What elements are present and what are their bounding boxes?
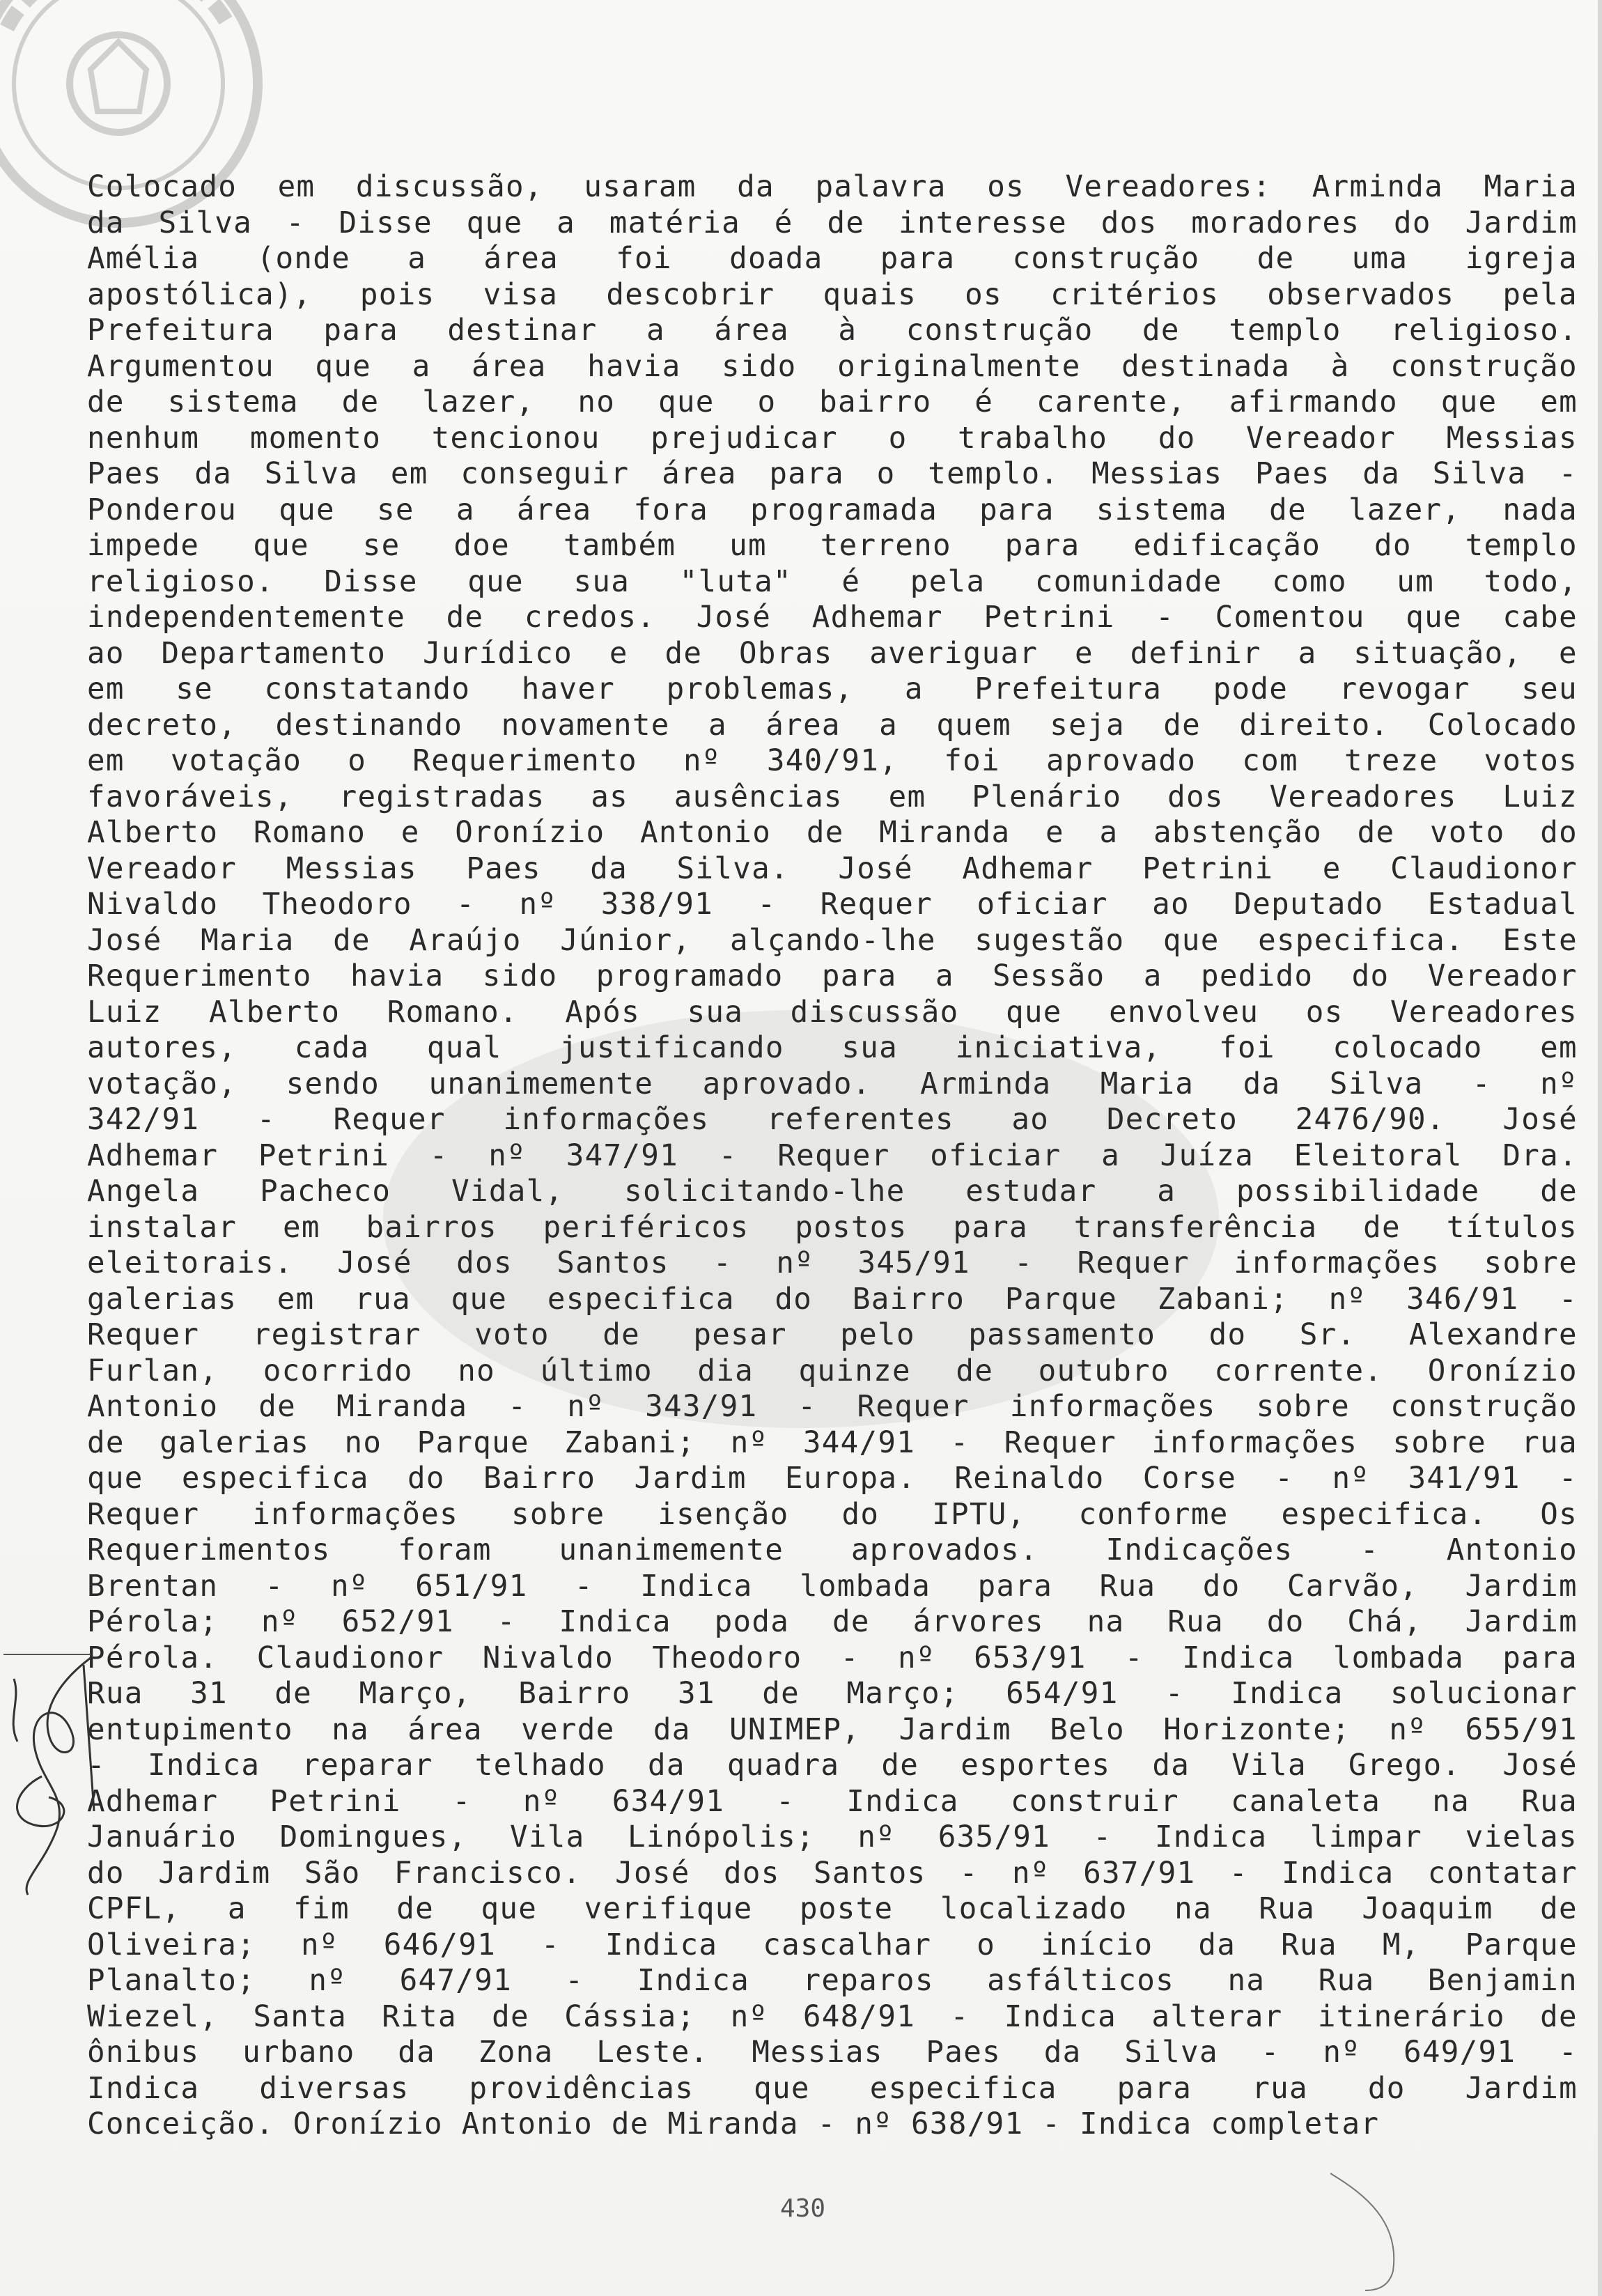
text-line: de sistema de lazer, no que o bairro é carente, afirmando que em xyxy=(87,385,1578,419)
text-line: eleitorais. José dos Santos - nº 345/91 - Requer informações sobre xyxy=(87,1246,1578,1280)
text-line: Colocado em discussão, usaram da palavra os Vereadores: Arminda Maria xyxy=(87,170,1578,204)
text-line: Oliveira; nº 646/91 - Indica cascalhar o início da Rua M, Parque xyxy=(87,1927,1578,1962)
text-line: José Maria de Araújo Júnior, alçando-lhe sugestão que especifica. Este xyxy=(87,923,1578,958)
text-line: Pérola; nº 652/91 - Indica poda de árvores na Rua do Chá, Jardim xyxy=(87,1605,1578,1639)
text-line: Rua 31 de Março, Bairro 31 de Março; 654/91 - Indica solucionar xyxy=(87,1677,1578,1711)
text-line: galerias em rua que especifica do Bairro Parque Zabani; nº 346/91 - xyxy=(87,1282,1578,1317)
text-line: - Indica reparar telhado da quadra de esportes da Vila Grego. José xyxy=(87,1748,1578,1783)
text-line: Adhemar Petrini - nº 347/91 - Requer oficiar a Juíza Eleitoral Dra. xyxy=(87,1138,1578,1173)
text-line: Adhemar Petrini - nº 634/91 - Indica construir canaleta na Rua xyxy=(87,1784,1578,1819)
text-line: Luiz Alberto Romano. Após sua discussão que envolveu os Vereadores xyxy=(87,995,1578,1030)
text-line: religioso. Disse que sua "luta" é pela comunidade como um todo, xyxy=(87,564,1578,599)
text-line: Alberto Romano e Oronízio Antonio de Miranda e a abstenção de voto do xyxy=(87,816,1578,850)
text-line: Amélia (onde a área foi doada para construção de uma igreja xyxy=(87,242,1578,276)
text-line: Antonio de Miranda - nº 343/91 - Requer informações sobre construção xyxy=(87,1390,1578,1424)
text-line: Pérola. Claudionor Nivaldo Theodoro - nº 653/91 - Indica lombada para xyxy=(87,1640,1578,1675)
text-line: Indica diversas providências que especifica para rua do Jardim xyxy=(87,2071,1578,2106)
text-line: autores, cada qual justificando sua iniciativa, foi colocado em xyxy=(87,1031,1578,1065)
text-line: Requer registrar voto de pesar pelo passamento do Sr. Alexandre xyxy=(87,1318,1578,1352)
text-line: ao Departamento Jurídico e de Obras averiguar e definir a situação, e xyxy=(87,636,1578,671)
text-line: Requer informações sobre isenção do IPTU, conforme especifica. Os xyxy=(87,1497,1578,1532)
text-line: nenhum momento tencionou prejudicar o trabalho do Vereador Messias xyxy=(87,421,1578,456)
text-line: Vereador Messias Paes da Silva. José Adhemar Petrini e Claudionor xyxy=(87,851,1578,886)
text-line: Angela Pacheco Vidal, solicitando-lhe estudar a possibilidade de xyxy=(87,1174,1578,1209)
text-line: apostólica), pois visa descobrir quais os critérios observados pela xyxy=(87,277,1578,312)
text-line: Furlan, ocorrido no último dia quinze de outubro corrente. Oronízio xyxy=(87,1353,1578,1388)
text-line: CPFL, a fim de que verifique poste localizado na Rua Joaquim de xyxy=(87,1892,1578,1926)
text-line: da Silva - Disse que a matéria é de interesse dos moradores do Jardim xyxy=(87,205,1578,240)
text-line: Nivaldo Theodoro - nº 338/91 - Requer oficiar ao Deputado Estadual xyxy=(87,887,1578,922)
text-line: ônibus urbano da Zona Leste. Messias Paes da Silva - nº 649/91 - xyxy=(87,2035,1578,2070)
text-line: do Jardim São Francisco. José dos Santos - nº 637/91 - Indica contatar xyxy=(87,1856,1578,1891)
text-line: em se constatando haver problemas, a Prefeitura pode revogar seu xyxy=(87,672,1578,706)
text-line: Prefeitura para destinar a área à construção de templo religioso. xyxy=(87,313,1578,348)
text-line: independentemente de credos. José Adhemar Petrini - Comentou que cabe xyxy=(87,600,1578,635)
page-number: 430 xyxy=(780,2194,826,2223)
text-line: Requerimentos foram unanimemente aprovados. Indicações - Antonio xyxy=(87,1533,1578,1567)
handwritten-signature xyxy=(0,1651,98,1902)
text-line: de galerias no Parque Zabani; nº 344/91 - Requer informações sobre rua xyxy=(87,1425,1578,1460)
text-line: que especifica do Bairro Jardim Europa. Reinaldo Corse - nº 341/91 - xyxy=(87,1461,1578,1496)
text-line: Argumentou que a área havia sido originalmente destinada à construção xyxy=(87,349,1578,384)
text-line: Requerimento havia sido programado para a Sessão a pedido do Vereador xyxy=(87,959,1578,993)
text-line: 342/91 - Requer informações referentes ao Decreto 2476/90. José xyxy=(87,1103,1578,1137)
minutes-text xyxy=(87,169,1578,2143)
text-line: votação, sendo unanimemente aprovado. Arminda Maria da Silva - nº xyxy=(87,1066,1578,1101)
text-line: Brentan - nº 651/91 - Indica lombada para Rua do Carvão, Jardim xyxy=(87,1569,1578,1604)
text-line: entupimento na área verde da UNIMEP, Jardim Belo Horizonte; nº 655/91 xyxy=(87,1712,1578,1747)
pencil-mark xyxy=(1323,2166,1428,2292)
page-edge xyxy=(1598,0,1602,2296)
text-line: Wiezel, Santa Rita de Cássia; nº 648/91 - Indica alterar itinerário de xyxy=(87,1999,1578,2034)
text-line: Planalto; nº 647/91 - Indica reparos asfálticos na Rua Benjamin xyxy=(87,1964,1578,1998)
text-line: Conceição. Oronízio Antonio de Miranda - nº 638/91 - Indica completar xyxy=(87,2107,1380,2141)
text-line: decreto, destinando novamente a área a quem seja de direito. Colocado xyxy=(87,708,1578,743)
text-line: em votação o Requerimento nº 340/91, foi aprovado com treze votos xyxy=(87,744,1578,778)
text-line: Januário Domingues, Vila Linópolis; nº 635/91 - Indica limpar vielas xyxy=(87,1820,1578,1854)
text-line: favoráveis, registradas as ausências em Plenário dos Vereadores Luiz xyxy=(87,779,1578,814)
text-line: Paes da Silva em conseguir área para o templo. Messias Paes da Silva - xyxy=(87,457,1578,491)
text-line: Ponderou que se a área fora programada para sistema de lazer, nada xyxy=(87,492,1578,527)
text-line: impede que se doe também um terreno para edificação do templo xyxy=(87,529,1578,563)
text-line: instalar em bairros periféricos postos para transferência de títulos xyxy=(87,1210,1578,1245)
